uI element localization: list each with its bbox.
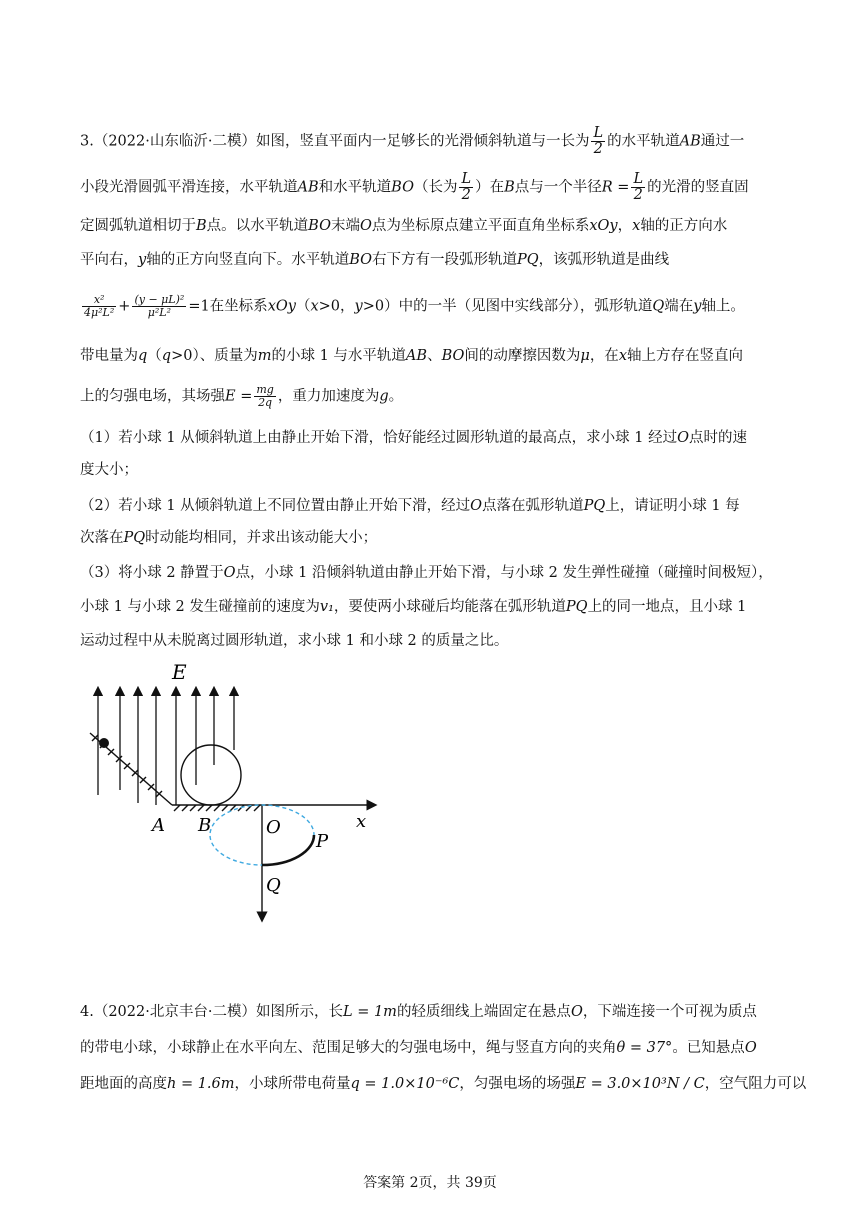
electric-field-lines <box>98 691 234 805</box>
page-footer: 答案第 2页，共 39页 <box>363 1175 497 1191</box>
q4-line-3: 距地面的高度h = 1.6m，小球所带电荷量q = 1.0×10⁻⁶C，匀强电场的场强E = 3.0×10³N / C，空气阻力可以 <box>80 1076 807 1092</box>
q4-line-2: 的带电小球，小球静止在水平向左、范围足够大的匀强电场中，绳与竖直方向的夹角θ = 37°。已知悬点O <box>80 1040 757 1056</box>
label-Q: Q <box>266 875 281 896</box>
physics-figure <box>80 655 400 925</box>
q3-part-1-cont: 度大小； <box>80 462 138 478</box>
label-O: O <box>266 817 281 838</box>
q3-part-1: （1）若小球 1 从倾斜轨道上由静止开始下滑，恰好能经过圆形轨道的最高点，求小球 1 经过O点时的速 <box>80 430 747 446</box>
q3-part-3: （3）将小球 2 静置于O点，小球 1 沿倾斜轨道由静止开始下滑，与小球 2 发生弹性碰撞（碰撞时间极短）， <box>80 565 773 581</box>
fraction-L-over-2: $\frac{L}{2}$ <box>461 171 472 203</box>
label-x: x <box>356 811 367 832</box>
equation-term-2: $\frac{\text{(y − μL)²}}{\text{μ²L²}}$ <box>134 293 185 319</box>
equation-term-1: $\frac{\text{x²}}{\text{4μ²L²}}$ <box>84 293 115 319</box>
ball-1 <box>99 738 109 748</box>
q3-line-2: 小段光滑圆弧平滑连接，水平轨道AB和水平轨道BO（长为 $\frac{L}{2}$ ）在B点与一个半径R = $\frac{L}{2}$ 的光滑的竖直固 <box>80 171 749 203</box>
label-A: A <box>152 815 165 836</box>
arc-track-PQ <box>262 835 314 865</box>
circular-track <box>181 745 241 805</box>
label-B: B <box>198 815 212 836</box>
fraction-L-over-2: $\frac{L}{2}$ <box>593 125 604 157</box>
q3-part-2-cont: 次落在PQ时动能均相同，并求出该动能大小； <box>80 530 378 546</box>
q3-line-3: 定圆弧轨道相切于B点。以水平轨道BO末端O点为坐标原点建立平面直角坐标系xOy，x轴的正方向水 <box>80 218 728 234</box>
q3-line-7: 上的匀强电场，其场强E = $\frac{mg}{2q}$ ，重力加速度为g。 <box>80 383 404 409</box>
q4-line-1: 4.（2022·北京丰台·二模）如图所示，长L = 1m的轻质细线上端固定在悬点O，下端连接一个可视为质点 <box>80 1004 757 1020</box>
q3-line-4: 平向右，y轴的正方向竖直向下。水平轨道BO右下方有一段弧形轨道PQ，该弧形轨道是曲线 <box>80 252 670 268</box>
q3-line-1: 3.（2022·山东临沂·二模）如图，竖直平面内一足够长的光滑倾斜轨道与一长为 $\frac{L}{2}$ 的水平轨道AB通过一 <box>80 125 745 157</box>
q3-line-6: 带电量为q（q>0）、质量为m的小球 1 与水平轨道AB、BO间的动摩擦因数为μ，在x轴上方存在竖直向 <box>80 348 743 364</box>
q3-line-5-ellipse-equation: $\frac{\text{x²}}{\text{4μ²L²}}$ + $\frac{\text{(y − μL)²}}{\text{μ²L²}}$ =1在坐标系xOy（x>0，y>0）中的一半（见图中实线部分），弧形轨道Q端在y轴上。 <box>84 293 745 319</box>
fraction-mg-over-2q: $\frac{mg}{2q}$ <box>256 383 274 409</box>
q3-part-3-cont: 小球 1 与小球 2 发生碰撞前的速度为v₁，要使两小球碰后均能落在弧形轨道PQ上的同一地点，且小球 1 <box>80 599 747 615</box>
q3-part-3-cont-2: 运动过程中从未脱离过圆形轨道，求小球 1 和小球 2 的质量之比。 <box>80 633 509 649</box>
label-E: E <box>172 660 187 684</box>
fraction-L-over-2: $\frac{L}{2}$ <box>633 171 644 203</box>
q3-part-2: （2）若小球 1 从倾斜轨道上不同位置由静止开始下滑，经过O点落在弧形轨道PQ上，请证明小球 1 每 <box>80 498 740 514</box>
label-P: P <box>316 831 329 852</box>
